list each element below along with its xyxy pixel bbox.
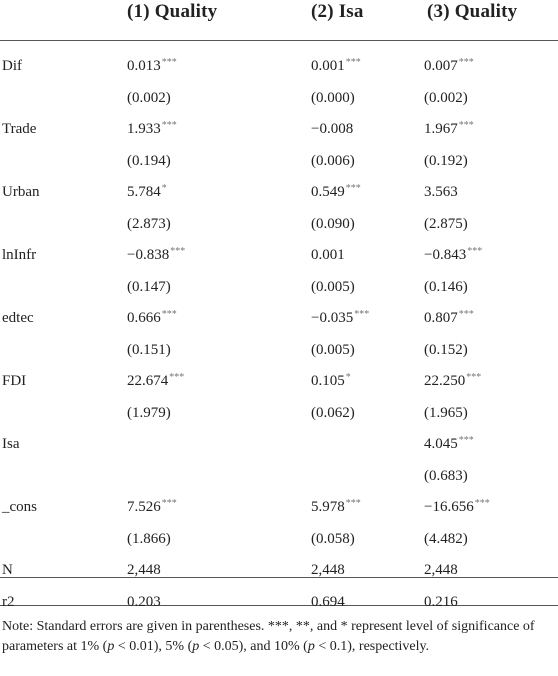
row-label: Urban [2,184,40,200]
significance-stars: *** [161,57,177,68]
table-cell [127,57,177,75]
cell-value: 4.045 [424,436,458,452]
table-cell [127,89,172,107]
table-cell [311,246,346,264]
cell-value: (0.146) [424,278,468,295]
table-cell [424,89,469,107]
cell-value: 0.807 [424,310,458,326]
table-cell [311,530,356,548]
table-cell [311,89,356,107]
cell-value: (0.002) [424,89,468,106]
table-cell [424,372,481,390]
column-header: (1) Quality [127,1,218,22]
cell-value: 3.563 [424,184,458,200]
table-cell [311,120,354,138]
significance-stars: *** [458,309,474,320]
table-cell [311,215,356,233]
table-cell [127,246,185,264]
column-header: (2) Isa [311,1,364,22]
cell-value: 2,448 [424,562,458,578]
significance-stars: * [345,372,351,383]
significance-stars: *** [161,309,177,320]
significance-stars: *** [458,120,474,131]
cell-value: −0.035 [311,310,354,326]
cell-value: 0.694 [311,593,345,610]
significance-stars: *** [161,120,177,131]
significance-stars: *** [170,246,186,257]
note-text-3: < 0.05), and 10% ( [199,638,308,654]
table-cell [127,372,184,390]
significance-stars: *** [345,57,361,68]
note-top-rule [0,605,558,606]
table-cell [311,341,356,359]
significance-stars: *** [345,183,361,194]
table-cell [127,561,162,579]
significance-stars: *** [458,435,474,446]
table-cell [127,152,172,170]
table-cell [424,246,482,264]
cell-value: 22.250 [424,373,466,389]
row-label: Isa [2,436,20,452]
table-cell [424,183,459,201]
table-cell [424,309,474,327]
row-label: edtec [2,310,34,326]
table-cell [127,215,172,233]
table-cell [127,278,172,296]
cell-value: 1.967 [424,121,458,137]
cell-value: (0.006) [311,152,355,169]
table-cell [311,278,356,296]
significance-stars: *** [467,246,483,257]
table-cell [127,404,172,422]
cell-value: 5.784 [127,184,161,200]
table-cell [311,561,346,579]
table-cell [127,435,128,453]
cell-value: (0.005) [311,278,355,295]
cell-value: −0.843 [424,247,467,263]
table-cell [424,530,469,548]
cell-value: 0.549 [311,184,345,200]
note-text-1: Note: Standard errors are given in parentheses. ***, **, and * represent level of significance of parameters at 1% ( [2,619,535,654]
cell-value: 0.001 [311,58,345,74]
note-text-2: < 0.01), 5% ( [114,638,193,654]
cell-value: −16.656 [424,499,474,515]
table-cell [424,57,474,75]
table-cell [424,152,469,170]
significance-stars: *** [354,309,370,320]
table-cell [424,435,474,453]
table-cell [311,152,356,170]
table-cell [127,530,172,548]
cell-value: (1.979) [127,404,171,421]
table-bottom-rule [0,577,558,578]
cell-value: 2,448 [311,562,345,578]
table-cell [311,404,356,422]
cell-value: (0.005) [311,341,355,358]
table-cell [127,120,177,138]
cell-value: (0.151) [127,341,171,358]
table-cell [424,561,459,579]
cell-value: (1.866) [127,530,171,547]
cell-value: (0.147) [127,278,171,295]
cell-value: (0.194) [127,152,171,169]
table-cell [311,593,346,611]
row-label: FDI [2,373,27,389]
cell-value: 0.007 [424,58,458,74]
significance-stars: *** [169,372,185,383]
table-cell [424,467,469,485]
note-p-symbol: p [107,638,115,654]
significance-stars: *** [458,57,474,68]
table-cell [311,467,312,485]
note-p-symbol: p [307,638,315,654]
cell-value: (0.000) [311,89,355,106]
cell-value: (1.965) [424,404,468,421]
cell-value: (0.002) [127,89,171,106]
cell-value: −0.838 [127,247,170,263]
significance-stars: *** [474,498,490,509]
table-cell [311,498,361,516]
note-p-symbol: p [192,638,200,654]
cell-value: 0.013 [127,58,161,74]
cell-value: (0.152) [424,341,468,358]
significance-stars: *** [161,498,177,509]
table-cell [127,309,177,327]
table-cell [311,309,369,327]
cell-value: 0.203 [127,593,161,610]
table-cell [311,372,351,390]
cell-value: 0.666 [127,310,161,326]
row-label: Trade [2,121,37,137]
row-label: lnInfr [2,247,37,263]
table-cell [424,593,459,611]
row-label: _cons [2,499,37,515]
table-cell [127,183,167,201]
row-label: r2 [2,593,15,610]
table-cell [311,435,312,453]
cell-value: 0.216 [424,593,458,610]
table-cell [424,215,469,233]
cell-value: (2.875) [424,215,468,232]
cell-value: (0.090) [311,215,355,232]
table-cell [424,120,474,138]
header-bottom-rule [0,40,558,41]
cell-value: 1.933 [127,121,161,137]
table-cell [424,498,490,516]
cell-value: 5.978 [311,499,345,515]
cell-value: 22.674 [127,373,169,389]
cell-value: 2,448 [127,562,161,578]
column-header: (3) Quality [427,1,518,22]
table-cell [311,183,361,201]
table-cell [424,404,469,422]
table-note [2,617,550,656]
table-cell [127,498,177,516]
cell-value: (4.482) [424,530,468,547]
cell-value: (2.873) [127,215,171,232]
row-label: Dif [2,58,22,74]
significance-stars: *** [345,498,361,509]
table-cell [424,341,469,359]
cell-value: 0.105 [311,373,345,389]
cell-value: (0.683) [424,467,468,484]
note-text-4: < 0.1), respectively. [314,638,430,654]
cell-value: (0.058) [311,530,355,547]
cell-value: (0.192) [424,152,468,169]
table-cell [311,57,361,75]
significance-stars: * [161,183,167,194]
table-cell [127,467,128,485]
table-cell [127,593,162,611]
table-cell [127,341,172,359]
significance-stars: *** [466,372,482,383]
cell-value: (0.062) [311,404,355,421]
table-cell [424,278,469,296]
row-label: N [2,562,13,578]
cell-value: −0.008 [311,121,354,137]
cell-value: 0.001 [311,247,345,263]
cell-value: 7.526 [127,499,161,515]
